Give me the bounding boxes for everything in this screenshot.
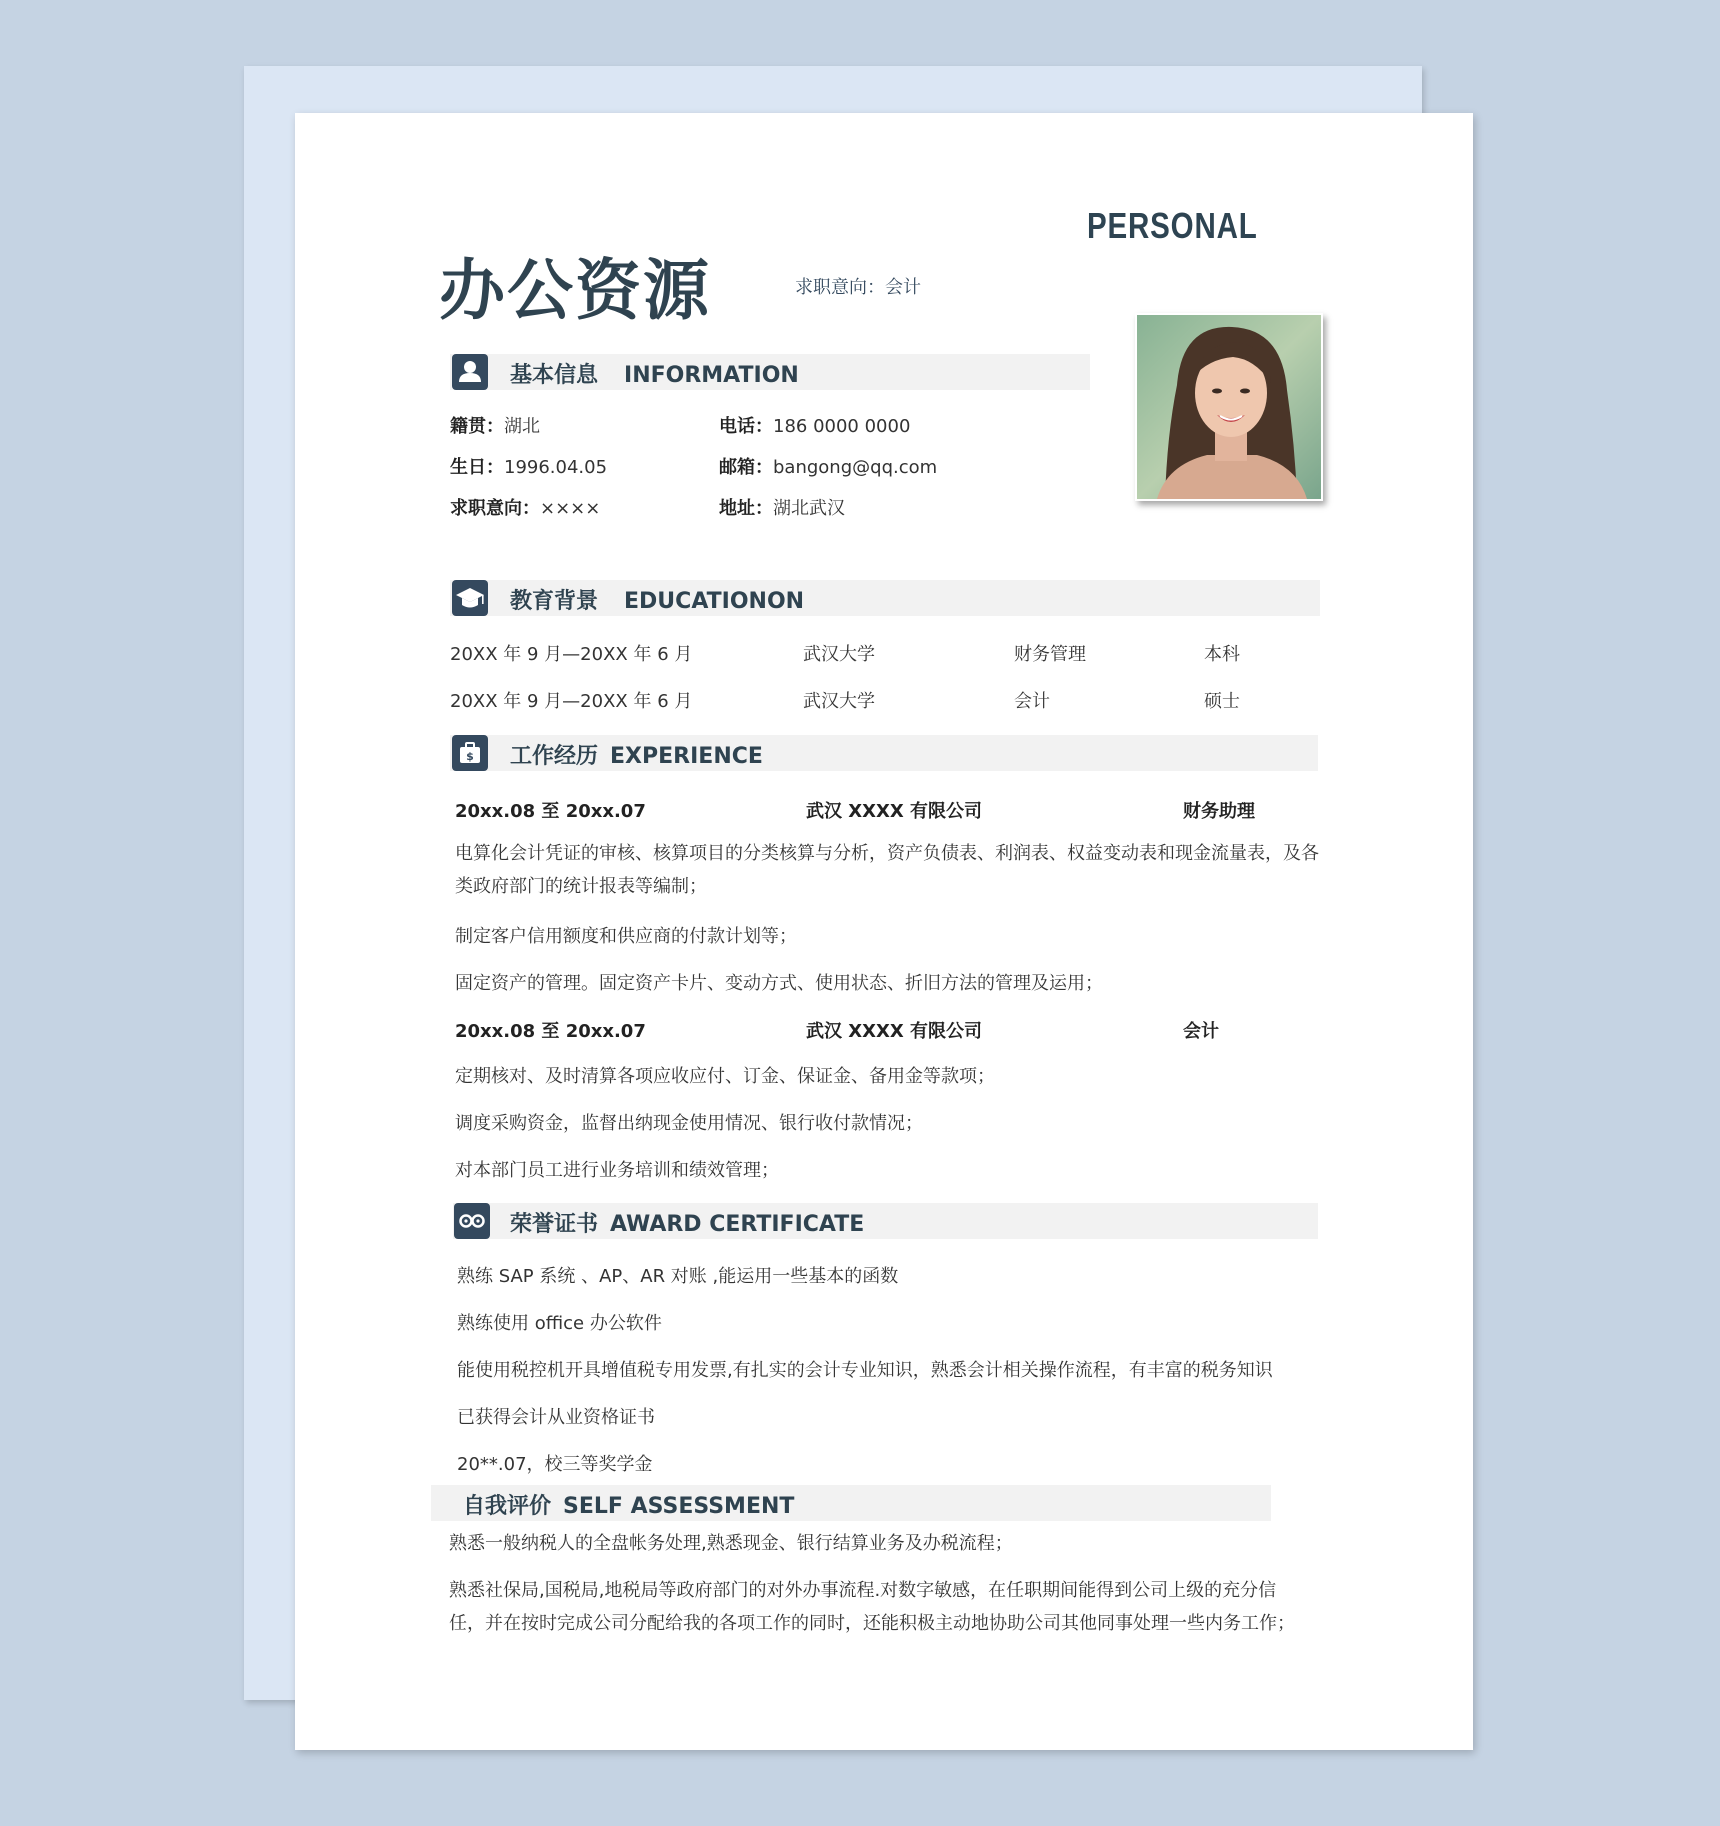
- job-duty: 制定客户信用额度和供应商的付款计划等；: [455, 926, 797, 947]
- edu-major: 会计: [1014, 691, 1050, 712]
- email-value: bangong@qq.com: [773, 457, 938, 478]
- job-role: 财务助理: [1183, 801, 1255, 822]
- award-item: 20**.07，校三等奖学金: [457, 1454, 653, 1475]
- personal-heading: PERSONAL: [1087, 205, 1258, 246]
- svg-text:$: $: [466, 750, 474, 763]
- email-row: [719, 453, 937, 479]
- address-value: 湖北武汉: [773, 498, 845, 519]
- job-duty: 电算化会计凭证的审核、核算项目的分类核算与分析，资产负债表、利润表、权益变动表和现金流量表，及各类政府部门的统计报表等编制；: [455, 843, 1319, 897]
- native-row: [450, 412, 540, 438]
- info-section-title: [510, 358, 799, 389]
- edu-period: 20XX 年 9 月—20XX 年 6 月: [450, 644, 693, 665]
- self-title-en: SELF ASSESSMENT: [563, 1494, 795, 1519]
- self-item: 熟悉社保局,国税局,地税局等政府部门的对外办事流程.对数字敏感，在任职期间能得到公司上级的充分信任，并在按时完成公司分配给我的各项工作的同时，还能积极主动地协助公司其他同事处理一些内务工作；: [449, 1580, 1295, 1634]
- job-label: 求职意向：: [450, 498, 540, 519]
- email-label: 邮箱：: [719, 457, 773, 478]
- job-duty: 固定资产的管理。固定资产卡片、变动方式、使用状态、折旧方法的管理及运用；: [455, 973, 1103, 994]
- award-section-title: [510, 1207, 864, 1238]
- job-duty: 定期核对、及时清算各项应收应付、订金、保证金、备用金等款项；: [455, 1066, 995, 1087]
- job-intent: 求职意向：会计: [795, 277, 921, 298]
- portrait-image: [1137, 315, 1321, 499]
- award-title-en: AWARD CERTIFICATE: [610, 1212, 865, 1237]
- job-role: 会计: [1183, 1021, 1219, 1042]
- birth-row: [450, 453, 607, 479]
- edu-degree: 硕士: [1204, 691, 1240, 712]
- job-duty: 调度采购资金，监督出纳现金使用情况、银行收付款情况；: [455, 1113, 923, 1134]
- award-item: 已获得会计从业资格证书: [457, 1407, 655, 1428]
- self-title-cn: 自我评价: [463, 1494, 552, 1519]
- self-item: 熟悉一般纳税人的全盘帐务处理,熟悉现金、银行结算业务及办税流程；: [449, 1533, 1013, 1554]
- info-title-en: INFORMATION: [624, 363, 799, 388]
- job-period: 20xx.08 至 20xx.07: [455, 801, 646, 822]
- job-company: 武汉 XXXX 有限公司: [806, 801, 983, 822]
- phone-row: [719, 412, 910, 438]
- job-row: [450, 494, 600, 520]
- briefcase-icon: [452, 735, 488, 771]
- user-icon: [452, 354, 488, 390]
- phone-value: 186 0000 0000: [773, 416, 911, 437]
- education-title-cn: 教育背景: [510, 589, 599, 614]
- gears-icon: [454, 1203, 490, 1239]
- resume-sheet: [295, 113, 1473, 1750]
- birth-value: 1996.04.05: [504, 457, 608, 478]
- self-section-title: [463, 1489, 794, 1520]
- experience-section-title: [510, 739, 763, 770]
- edu-period: 20XX 年 9 月—20XX 年 6 月: [450, 691, 693, 712]
- address-row: [719, 494, 845, 520]
- experience-title-cn: 工作经历: [510, 744, 599, 769]
- job-duty: 对本部门员工进行业务培训和绩效管理；: [455, 1160, 779, 1181]
- award-item: 熟练 SAP 系统 、AP、AR 对账 ,能运用一些基本的函数: [457, 1266, 899, 1287]
- job-company: 武汉 XXXX 有限公司: [806, 1021, 983, 1042]
- education-section-title: [510, 584, 804, 615]
- education-title-en: EDUCATIONON: [624, 589, 805, 614]
- edu-major: 财务管理: [1014, 644, 1086, 665]
- edu-degree: 本科: [1204, 644, 1240, 665]
- birth-label: 生日：: [450, 457, 504, 478]
- edu-school: 武汉大学: [803, 691, 875, 712]
- graduation-cap-icon: [452, 580, 488, 616]
- edu-school: 武汉大学: [803, 644, 875, 665]
- award-title-cn: 荣誉证书: [510, 1212, 599, 1237]
- native-label: 籍贯：: [450, 416, 504, 437]
- phone-label: 电话：: [719, 416, 773, 437]
- profile-photo: [1135, 313, 1323, 501]
- info-title-cn: 基本信息: [510, 363, 599, 388]
- award-item: 熟练使用 office 办公软件: [457, 1313, 662, 1334]
- award-item: 能使用税控机开具增值税专用发票,有扎实的会计专业知识，熟悉会计相关操作流程，有丰富的税务知识: [457, 1360, 1273, 1381]
- address-label: 地址：: [719, 498, 773, 519]
- job-value: ××××: [540, 498, 601, 519]
- experience-title-en: EXPERIENCE: [610, 744, 763, 769]
- native-value: 湖北: [504, 416, 540, 437]
- candidate-name: 办公资源: [439, 252, 711, 329]
- job-period: 20xx.08 至 20xx.07: [455, 1021, 646, 1042]
